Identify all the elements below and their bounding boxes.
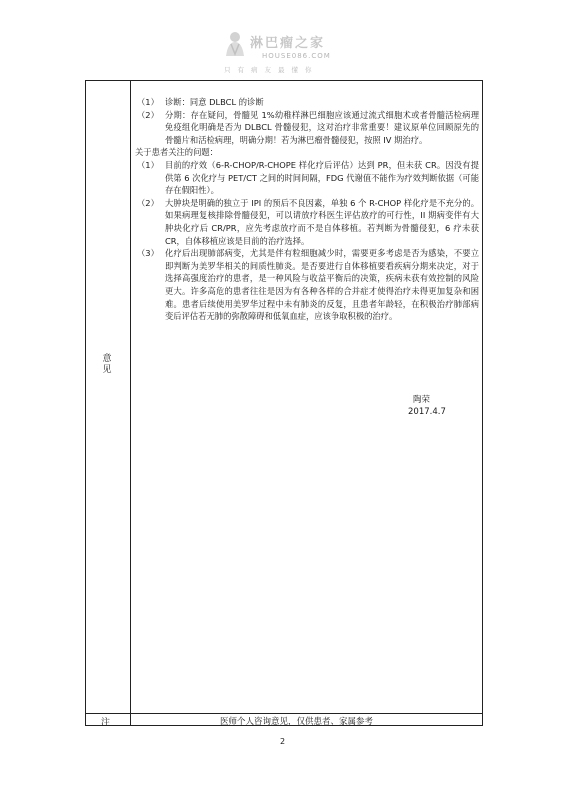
logo-site: HOUSE086.COM [262,52,331,60]
opinion-item-diagnosis [135,96,479,109]
row-divider [85,713,483,714]
note-label: 注 [101,718,111,728]
item-text: 大肿块是明确的独立于 IPI 的预后不良因素，单独 6 个 R-CHOP 样化疗是不充分的。如果病理复核排除骨髓侵犯，可以请放疗科医生评估放疗的可行性，II 期病变伴有大肿块化疗后 CR/PR，应先考虑放疗而不是自体移植。若判断为骨髓侵犯，6 疗未获 CR，自体移植应该是目前的治疗选择。 [165,197,479,246]
item-number: （2） [137,109,159,120]
column-divider [130,80,131,726]
opinion-item-staging [135,109,479,147]
item-text: 分期：存在疑问，骨髓见 1%幼稚样淋巴细胞应该通过流式细胞术或者骨髓活检病理免疫组化明确是否为 DLBCL 骨髓侵犯，这对治疗非常重要！建议原单位回顾原先的骨髓片和活检病理，明确分期！若为淋巴瘤骨髓侵犯，按照 IV 期治疗。 [165,109,479,145]
item-number: （1） [137,97,159,107]
ribbon-logo-icon [222,30,248,58]
item-text: 目前的疗效（6-R-CHOP/R-CHOPE 样化疗后评估）达到 PR，但未获 CR。因没有提供第 6 次化疗与 PET/CT 之间的时间间隔，FDG 代谢值不能作为疗效判断依据（可能存在假阳性）。 [165,159,479,196]
concern-item-efficacy [135,159,479,197]
item-number: （2） [137,197,159,208]
logo-name: 淋巴瘤之家 [250,36,326,51]
item-number: （3） [137,248,159,259]
concern-heading: 关于患者关注的问题： [135,147,218,158]
concern-item-lung-lesion [135,247,479,323]
item-number: （1） [137,159,159,170]
signature-name: 陶荣 [413,395,431,405]
opinion-label: 意见 [102,354,112,375]
signature-date: 2017.4.7 [408,407,446,417]
note-text: 医师个人咨询意见，仅供患者、家属参考 [220,717,374,727]
item-text: 化疗后出现肺部病变，尤其是伴有粒细胞减少时，需要更多考虑是否为感染，不要立即判断为美罗华相关的间质性肺炎。是否要进行自体移植要看疾病分期来决定，对于选择高强度治疗的患者，是一种风险与收益平衡后的决策，疾病未获有效控制的风险更大。许多高危的患者往往是因为有各种各样的合并症才使得治疗未得更加复杂和困难。患者后续使用美罗华过程中未有肺炎的反复，且患者年龄轻，在积极治疗肺部病变后评估若无肺的弥散障碍和低氧血症，应该争取积极的治疗。 [165,248,479,322]
page-number: 2 [280,737,286,746]
site-logo [222,30,362,74]
concern-item-bulky-mass [135,197,479,247]
item-text: 诊断：同意 DLBCL 的诊断 [165,97,264,107]
logo-slogan: 只有病友最懂你 [224,66,319,74]
opinion-content [135,96,479,323]
